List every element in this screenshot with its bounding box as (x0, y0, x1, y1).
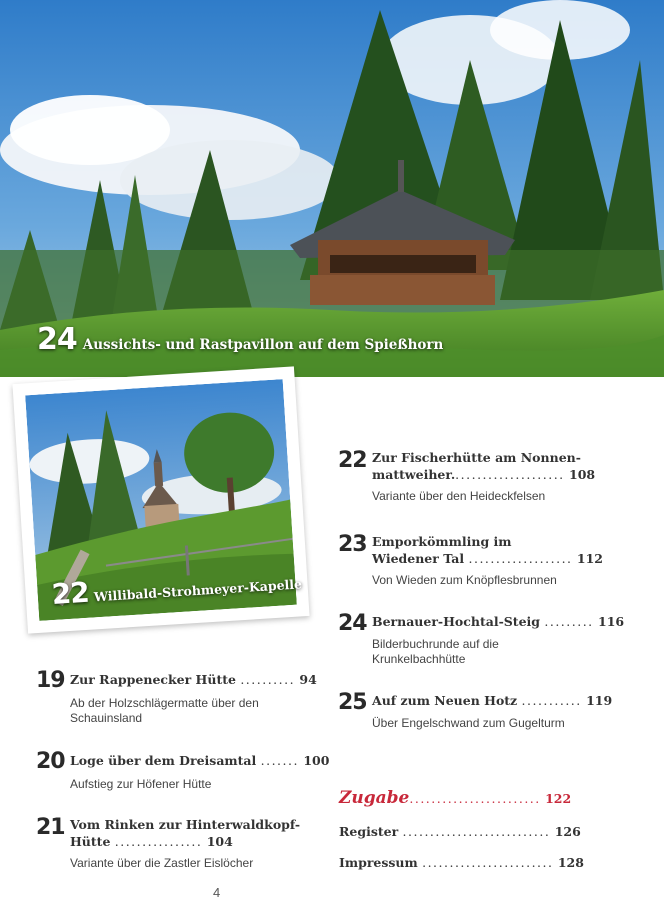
toc-entry-22[interactable] (338, 448, 628, 508)
entry-title-line2: Wiedener Tal ................... 112 (372, 551, 603, 566)
entry-title: Zur Fischerhütte am Nonnen- (372, 450, 581, 465)
entry-number: 22 (338, 448, 367, 473)
zugabe-label: Zugabe (339, 788, 410, 808)
entry-number: 25 (338, 690, 367, 715)
entry-subtitle: Bilderbuchrunde auf die Krunkelbachhütte (372, 637, 499, 666)
register-label: Register (339, 824, 399, 839)
hero-caption (37, 322, 443, 357)
hero-photo (0, 0, 664, 377)
entry-subtitle: Ab der Holzschlägermatte über den Schauinsland (70, 696, 259, 725)
entry-number: 23 (338, 532, 367, 557)
toc-entry-impressum[interactable]: Impressum ........................ 128 (339, 855, 584, 870)
toc-entry-register[interactable]: Register ........................... 126 (339, 824, 581, 839)
entry-subtitle: Variante über die Zastler Eislöcher (70, 856, 254, 870)
toc-entry-20[interactable] (36, 749, 330, 794)
toc-entry-23[interactable] (338, 532, 628, 592)
toc-entry-19[interactable] (36, 668, 326, 728)
entry-title: Vom Rinken zur Hinterwaldkopf- (70, 817, 301, 832)
impressum-label: Impressum (339, 855, 418, 870)
entry-title-line2: Hütte ................ 104 (70, 834, 233, 849)
hero-caption-number: 24 (37, 322, 77, 357)
chapel-photo-card (12, 366, 309, 633)
page-number: 4 (213, 885, 221, 900)
entry-title: Bernauer-Hochtal-Steig ......... 116 (372, 614, 625, 629)
entry-number: 24 (338, 611, 367, 636)
chapel-caption-number: 22 (50, 575, 90, 612)
entry-number: 20 (36, 749, 65, 774)
entry-title: Loge über dem Dreisamtal ....... 100 (70, 753, 330, 768)
toc-entry-21[interactable] (36, 815, 326, 875)
toc-entry-zugabe[interactable]: Zugabe........................ 122 (339, 788, 572, 808)
entry-subtitle: Aufstieg zur Höfener Hütte (70, 777, 212, 791)
entry-number: 21 (36, 815, 65, 840)
toc-entry-25[interactable] (338, 690, 628, 735)
entry-subtitle: Variante über den Heideckfelsen (372, 489, 546, 503)
entry-title-line2: mattweiher..................... 108 (372, 467, 596, 482)
entry-title: Zur Rappenecker Hütte .......... 94 (70, 672, 317, 687)
entry-number: 19 (36, 668, 65, 693)
entry-title: Emporkömmling im (372, 534, 512, 549)
toc-entry-24[interactable] (338, 611, 628, 671)
hero-caption-text: Aussichts- und Rastpavillon auf dem Spießhorn (82, 337, 444, 353)
entry-subtitle: Über Engelschwand zum Gugelturm (372, 716, 565, 730)
chapel-caption-text: Willibald-Strohmeyer-Kapelle (93, 576, 303, 605)
entry-title: Auf zum Neuen Hotz ........... 119 (372, 693, 613, 708)
entry-subtitle: Von Wieden zum Knöpflesbrunnen (372, 573, 557, 587)
